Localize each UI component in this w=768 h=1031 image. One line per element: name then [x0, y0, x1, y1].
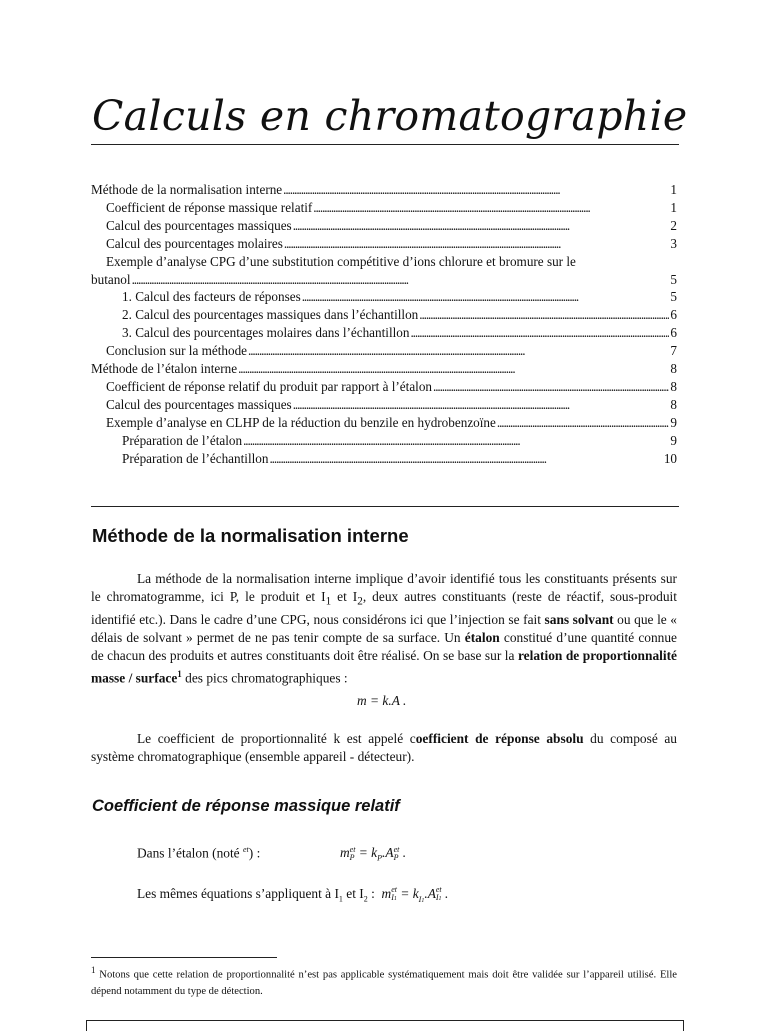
toc-entry[interactable]	[91, 199, 677, 217]
toc-entry-page: 2	[670, 217, 677, 233]
table-of-contents	[91, 181, 677, 468]
text-run: du composé au système chromatographique (ensemble appareil - détecteur).	[91, 731, 677, 764]
toc-entry[interactable]	[91, 414, 677, 432]
math-symbol: .	[399, 845, 407, 860]
subscript: P	[377, 853, 383, 863]
toc-entry[interactable]	[91, 450, 677, 468]
toc-entry-page: 5	[670, 271, 677, 287]
toc-entry-label: Calcul des pourcentages massiques	[106, 396, 292, 412]
subscript: 2	[357, 595, 363, 608]
toc-entry-page: 6	[670, 307, 677, 323]
toc-entry[interactable]	[91, 235, 677, 253]
math-symbol: = k	[355, 845, 378, 860]
equation-etalon	[340, 845, 406, 863]
text-run: :	[367, 886, 375, 901]
section-divider	[91, 506, 679, 507]
toc-leader	[293, 217, 670, 235]
footnote-number: 1	[91, 965, 96, 975]
bold-term: étalon	[464, 629, 500, 645]
toc-entry-page: 3	[670, 235, 677, 251]
toc-leader	[293, 396, 670, 414]
toc-entry-label: Exemple d’analyse en CLHP de la réduction du benzile en hydrobenzoïne	[106, 414, 496, 430]
subscript: 1	[438, 896, 442, 903]
toc-entry[interactable]	[91, 253, 677, 289]
toc-entry-page: 6	[670, 325, 677, 341]
toc-entry-label: Méthode de l’étalon interne	[91, 361, 238, 377]
footnote	[91, 962, 677, 1000]
superscript: et	[242, 845, 249, 854]
next-page-edge	[86, 1020, 684, 1031]
text-run: Les mêmes équations s’appliquent à I	[137, 886, 339, 901]
toc-entry-page: 9	[670, 414, 677, 430]
toc-entry[interactable]	[91, 306, 677, 324]
subscript: 2	[363, 894, 368, 904]
title-underline	[91, 144, 679, 145]
bold-term: sans solvant	[544, 611, 614, 627]
bold-term: relation de proportionnalité masse / surface	[91, 647, 677, 686]
toc-entry[interactable]	[91, 288, 677, 306]
document-title: Calculs en chromatographie	[92, 92, 688, 140]
toc-entry-page: 5	[670, 289, 677, 305]
footnote-ref[interactable]: 1	[177, 668, 182, 679]
toc-entry[interactable]	[91, 378, 677, 396]
text-run: , deux autres constituants (reste de réactif, sous-produit identifié etc.). Dans le cadre d’une CPG, nous considérons ici que l’injection se fait	[91, 589, 677, 627]
subscript: P	[393, 852, 399, 862]
toc-leader	[302, 288, 670, 306]
text-run: ou que le « délais de solvant » permet de ne pas tenir compte de sa surface. Un	[91, 611, 678, 645]
toc-leader	[269, 450, 662, 468]
toc-leader	[238, 360, 669, 378]
equation-others	[137, 886, 448, 904]
toc-entry-label: Calcul des pourcentages molaires	[106, 235, 283, 251]
toc-entry-page: 10	[663, 450, 677, 466]
text-run: des pics chromatographiques :	[181, 670, 348, 686]
text-run: La méthode de la normalisation interne implique d’avoir identifié tous les constituants présents sur le chromatogramme, ici P, le produit et I	[91, 571, 677, 604]
toc-entry-label: Exemple d’analyse CPG d’une substitution compétitive d’ions chlorure et bromure sur le	[106, 253, 576, 269]
superscript: et	[393, 844, 400, 854]
toc-leader	[243, 432, 669, 450]
toc-entry[interactable]	[91, 342, 677, 360]
section-heading: Méthode de la normalisation interne	[92, 525, 409, 546]
superscript: et	[391, 885, 397, 895]
toc-leader	[132, 271, 670, 289]
toc-leader	[313, 199, 669, 217]
toc-entry[interactable]	[91, 432, 677, 450]
toc-entry-label: 3. Calcul des pourcentages molaires dans l’échantillon	[122, 325, 410, 341]
toc-entry-page: 7	[670, 343, 677, 359]
math-symbol: m	[381, 886, 392, 901]
subscript: I	[418, 894, 422, 904]
text-run: constitué d’une quantité connue de chacun des produits et autres constituants doit être réalisé. On se base sur la	[91, 629, 677, 663]
paragraph-coefficient	[91, 730, 677, 766]
toc-entry-label: Méthode de la normalisation interne	[91, 182, 283, 197]
text-run: Dans l’étalon (noté	[137, 845, 243, 861]
toc-leader	[433, 378, 669, 396]
toc-entry-label: 2. Calcul des pourcentages massiques dans l’échantillon	[122, 307, 419, 323]
toc-entry-label: 1. Calcul des facteurs de réponses	[122, 289, 301, 305]
bold-term: oefficient de réponse absolu	[415, 731, 584, 746]
math-symbol: .A	[382, 845, 394, 860]
toc-entry[interactable]	[91, 324, 677, 342]
toc-leader	[283, 181, 669, 199]
toc-entry-page: 1	[670, 199, 677, 215]
toc-leader	[284, 235, 670, 253]
math-symbol: .	[441, 886, 449, 901]
subscript: 1	[325, 595, 332, 608]
toc-leader	[410, 324, 669, 342]
superscript: et	[349, 844, 356, 854]
toc-entry-label: Calcul des pourcentages massiques	[106, 217, 292, 233]
toc-entry-label: Préparation de l’étalon	[122, 432, 243, 448]
toc-entry-label: Coefficient de réponse relatif du produit par rapport à l’étalon	[106, 378, 433, 394]
toc-entry-page: 8	[670, 396, 677, 412]
paragraph-normalisation	[91, 570, 677, 687]
toc-entry-label: Préparation de l’échantillon	[122, 450, 269, 466]
math-symbol: = k	[396, 886, 419, 901]
text-run: et I	[342, 886, 364, 901]
math-symbol: .A	[424, 886, 436, 901]
footnote-separator	[91, 957, 277, 958]
toc-entry-page: 8	[670, 361, 677, 377]
toc-entry[interactable]	[91, 181, 677, 199]
footnote-text: Notons que cette relation de proportionnalité n’est pas applicable systématiquement mais doit être validée sur l’appareil utilisé. Elle dépend notamment du type de détection.	[91, 969, 677, 997]
toc-entry-label: Coefficient de réponse massique relatif	[106, 199, 313, 215]
text-run: ) :	[248, 845, 261, 861]
toc-entry-page: 9	[670, 432, 677, 448]
toc-entry-page: 1	[670, 182, 677, 197]
superscript: et	[435, 885, 442, 895]
equation-intro	[137, 845, 260, 861]
subscript: 1	[338, 894, 343, 904]
text-run: Le coefficient de proportionnalité k est appelé c	[137, 731, 416, 746]
formula-mass-area: m = k.A .	[357, 693, 407, 708]
toc-entry[interactable]	[91, 360, 677, 378]
toc-leader	[419, 306, 669, 324]
subscript: 1	[393, 896, 397, 903]
subscript: I	[435, 893, 439, 903]
toc-entry[interactable]	[91, 396, 677, 414]
subscript: I	[391, 893, 394, 903]
toc-entry-label-continued: butanol	[91, 271, 131, 287]
toc-entry-label: Conclusion sur la méthode	[106, 343, 248, 359]
toc-entry-page: 8	[670, 378, 677, 394]
math-symbol: m	[340, 845, 350, 860]
text-run: et I	[331, 589, 358, 604]
toc-entry[interactable]	[91, 217, 677, 235]
subscript: P	[349, 852, 355, 862]
subsection-heading: Coefficient de réponse massique relatif	[92, 797, 400, 815]
toc-leader	[497, 414, 670, 432]
toc-leader	[248, 342, 669, 360]
subscript: 1	[421, 897, 425, 904]
